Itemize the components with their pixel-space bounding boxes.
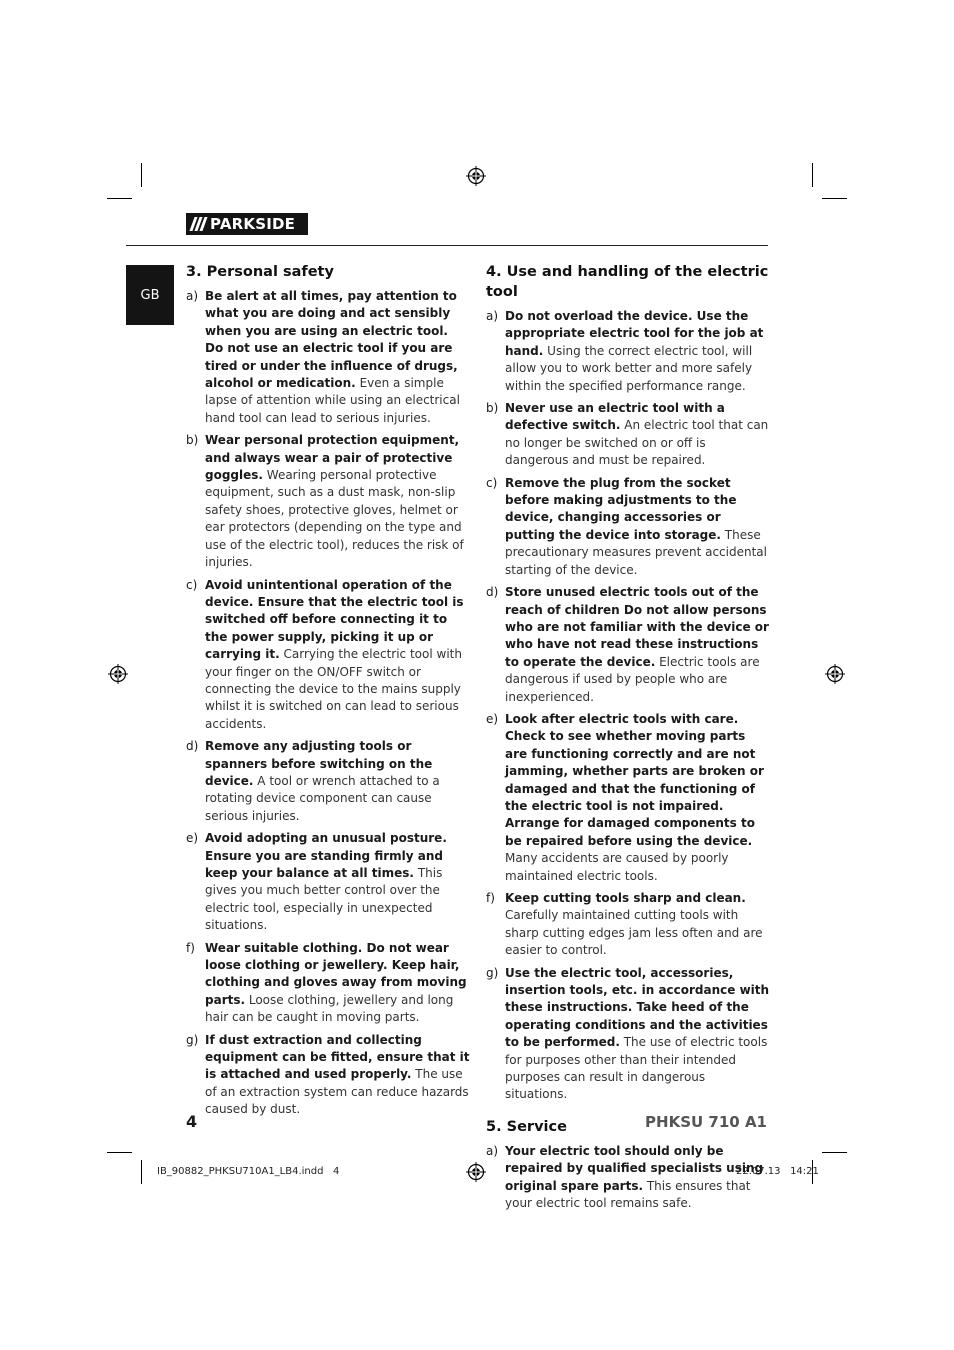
item-instruction: Wear suitable clothing. Do not wear loose clothing or jewellery. Keep hair, clothing and gloves away from moving parts. [205, 940, 467, 1007]
item-explanation: The use of electric tools for purposes other than their intended purposes can result in dangerous situations. [505, 1035, 768, 1102]
registration-mark-icon [108, 664, 128, 684]
item-instruction: Avoid unintentional operation of the device. Ensure that the electric tool is switched off before connecting it to the power supply, picking it up or carrying it. [205, 577, 464, 662]
list-marker: c) [186, 577, 198, 592]
item-instruction: If dust extraction and collecting equipment can be fitted, ensure that it is attached and used properly. [205, 1032, 470, 1082]
list-item [486, 890, 770, 960]
list-item [186, 738, 470, 825]
list-item [186, 432, 470, 571]
list-item [186, 577, 470, 734]
list-item [486, 308, 770, 395]
left-column [186, 262, 470, 1124]
list-marker: f) [486, 891, 495, 905]
item-explanation: Electric tools are dangerous if used by people who are inexperienced. [505, 654, 760, 704]
item-instruction: Keep cutting tools sharp and clean. [505, 891, 746, 905]
list-marker: f) [186, 940, 195, 955]
item-instruction: Wear personal protection equipment, and always wear a pair of protective goggles. [205, 433, 460, 483]
item-instruction: Be alert at all times, pay attention to what you are doing and act sensibly when you are using an electric tool. Do not use an electric tool if you are tired or under the influence of drugs, alcohol or medication. [205, 289, 458, 391]
model-number: PHKSU 710 A1 [645, 1113, 767, 1131]
list-marker: b) [486, 401, 499, 416]
list-item [486, 711, 770, 885]
service-list [486, 1143, 770, 1213]
item-explanation: Wearing personal protective equipment, such as a dust mask, non-slip safety shoes, protective gloves, helmet or ear protectors (depending on the type and use of the electric tool), reduces the risk of injuries. [205, 468, 464, 570]
list-marker: g) [486, 965, 499, 980]
item-instruction: Avoid adopting an unusual posture. Ensure you are standing firmly and keep your balance at all times. [205, 831, 447, 880]
registration-mark-icon [466, 1162, 486, 1182]
list-item [486, 475, 770, 579]
list-item [486, 584, 770, 706]
item-explanation: Many accidents are caused by poorly maintained electric tools. [505, 851, 729, 883]
personal-safety-list [186, 288, 470, 1119]
item-instruction: Never use an electric tool with a defective switch. [505, 401, 725, 433]
item-explanation: These precautionary measures prevent accidental starting of the device. [505, 527, 767, 577]
crop-mark [822, 1152, 847, 1153]
crop-mark [141, 163, 142, 187]
item-explanation: This ensures that your electric tool remains safe. [505, 1178, 751, 1211]
use-handling-list [486, 308, 770, 1104]
list-item [486, 1143, 770, 1213]
list-marker: d) [486, 585, 499, 600]
logo-text: PARKSIDE [210, 215, 296, 233]
item-explanation: An electric tool that can no longer be switched on or off is dangerous and must be repaired. [505, 418, 769, 468]
section-heading-use-handling: 4. Use and handling of the electric tool [486, 264, 769, 300]
list-marker: g) [186, 1032, 199, 1047]
parkside-logo [186, 213, 308, 235]
item-explanation: A tool or wrench attached to a rotating device component can cause serious injuries. [205, 773, 440, 823]
list-marker: e) [186, 831, 199, 846]
section-heading-personal-safety: 3. Personal safety [186, 264, 334, 280]
right-column [486, 262, 770, 1218]
registration-mark-icon [466, 166, 486, 186]
list-item [186, 1032, 470, 1119]
crop-mark [107, 198, 132, 199]
list-item [486, 965, 770, 1104]
header-rule [126, 245, 768, 246]
item-instruction: Your electric tool should only be repaired by qualified specialists using original spare parts. [505, 1143, 764, 1193]
item-explanation: Carrying the electric tool with your finger on the ON/OFF switch or connecting the device to the mains supply whilst it is switched on can lead to serious accidents. [205, 647, 462, 731]
slug-date: 22.07.13 14:21 [736, 1166, 819, 1177]
item-explanation: Loose clothing, jewellery and long hair can be caught in moving parts. [205, 992, 454, 1025]
item-instruction: Use the electric tool, accessories, insertion tools, etc. in accordance with these instructions. Take heed of the operating conditions and the activities to be performed. [505, 965, 770, 1050]
registration-mark-icon [825, 664, 845, 684]
logo-stripes-icon [192, 217, 205, 231]
list-item [486, 400, 770, 470]
language-tab: GB [126, 265, 174, 325]
list-item [186, 940, 470, 1027]
crop-mark [107, 1152, 132, 1153]
crop-mark [812, 163, 813, 187]
item-instruction: Store unused electric tools out of the reach of children Do not allow persons who are not familiar with the device or who have not read these instructions to operate the device. [505, 585, 769, 669]
list-marker: e) [486, 711, 499, 726]
item-explanation: This gives you much better control over the electric tool, especially in unexpected situations. [205, 866, 443, 933]
crop-mark [822, 198, 847, 199]
slug-file: IB_90882_PHKSU710A1_LB4.indd 4 [157, 1166, 340, 1177]
item-explanation: The use of an extraction system can reduce hazards caused by dust. [205, 1067, 469, 1117]
item-instruction: Remove the plug from the socket before making adjustments to the device, changing accessories or putting the device into storage. [505, 475, 737, 542]
list-marker: a) [486, 309, 499, 323]
item-explanation: Using the correct electric tool, will allow you to work better and more safely within the specified performance range. [505, 343, 753, 393]
list-marker: d) [186, 739, 199, 754]
item-instruction: Remove any adjusting tools or spanners before switching on the device. [205, 739, 433, 788]
list-marker: b) [186, 433, 199, 448]
list-marker: a) [186, 289, 199, 303]
crop-mark [141, 1160, 142, 1184]
item-explanation: Even a simple lapse of attention while using an electrical hand tool can lead to serious injuries. [205, 376, 460, 425]
page-number: 4 [186, 1112, 198, 1131]
item-instruction: Do not overload the device. Use the appropriate electric tool for the job at hand. [505, 309, 764, 358]
list-item [186, 288, 470, 427]
item-instruction: Look after electric tools with care. Check to see whether moving parts are functioning correctly and are not jamming, whether parts are broken or damaged and that the functioning of the electric tool is not impaired. Arrange for damaged components to be repaired before using the device. [505, 711, 764, 848]
section-heading-service: 5. Service [486, 1118, 567, 1135]
list-marker: c) [486, 475, 498, 490]
list-item [186, 830, 470, 934]
list-marker: a) [486, 1143, 499, 1158]
item-explanation: Carefully maintained cutting tools with sharp cutting edges jam less often and are easier to control. [505, 908, 763, 958]
